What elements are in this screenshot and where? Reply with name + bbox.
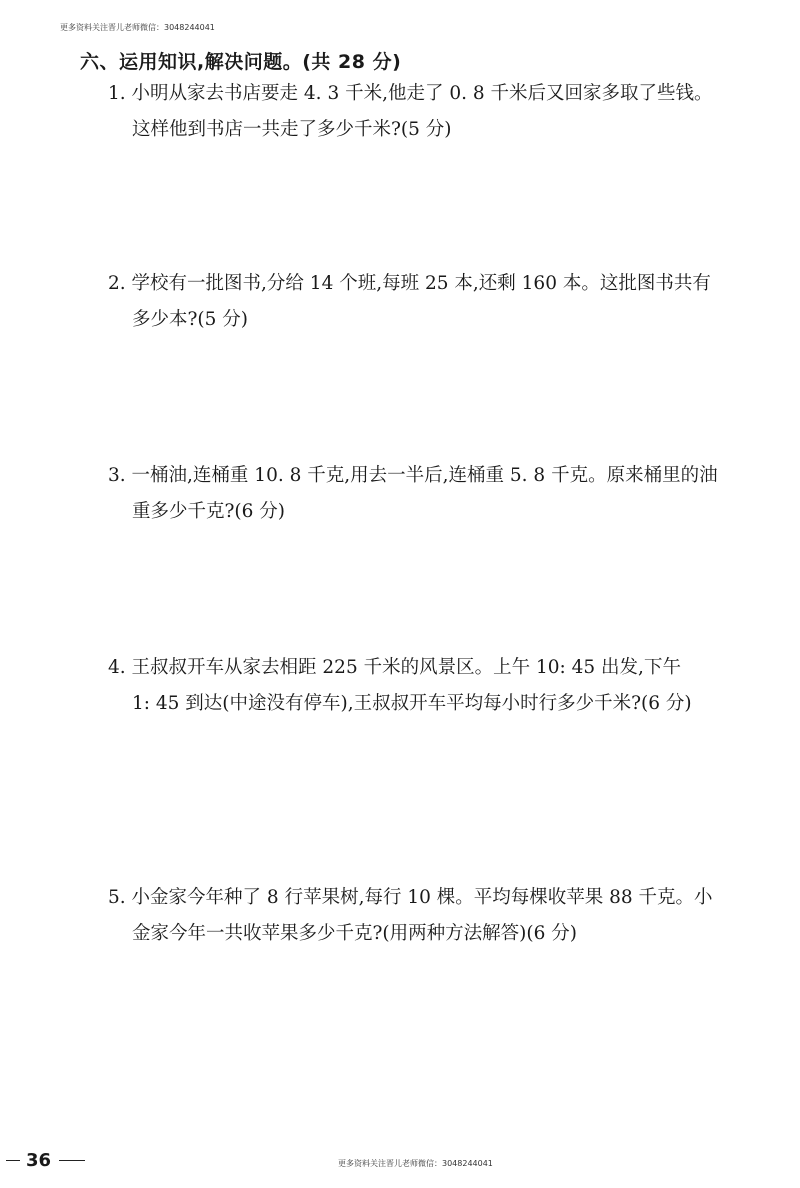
question-5-line-1: 5. 小金家今年种了 8 行苹果树,每行 10 棵。平均每棵收苹果 88 千克。小 [108,887,713,908]
question-3 [108,458,784,530]
section-title: 六、运用知识,解决问题。(共 28 分) [80,51,402,73]
footer-dash-right [59,1160,85,1162]
footer-dash-left [6,1160,20,1162]
question-4-line-2: 1: 45 到达(中途没有停车),王叔叔开车平均每小时行多少千米?(6 分) [132,693,692,714]
question-1-line-2: 这样他到书店一共走了多少千米?(5 分) [132,119,452,140]
page-footer [0,1150,85,1171]
question-5-line-2: 金家今年一共收苹果多少千克?(用两种方法解答)(6 分) [132,923,577,944]
question-2-line-1: 2. 学校有一批图书,分给 14 个班,每班 25 本,还剩 160 本。这批图书共有 [108,273,711,294]
question-2-line-2: 多少本?(5 分) [132,309,249,330]
question-2 [108,266,784,338]
question-3-line-2: 重多少千克?(6 分) [132,501,286,522]
header-note: 更多资料关注晋儿老师微信：3048244041 [60,23,215,32]
question-4 [108,650,784,722]
question-1 [108,76,784,148]
question-5 [108,880,784,952]
question-3-line-1: 3. 一桶油,连桶重 10. 8 千克,用去一半后,连桶重 5. 8 千克。原来桶里的油 [108,465,718,486]
footer-note: 更多资料关注晋儿老师微信：3048244041 [338,1159,493,1168]
question-1-line-1: 1. 小明从家去书店要走 4. 3 千米,他走了 0. 8 千米后又回家多取了些钱。 [108,83,713,104]
page-number: 36 [26,1150,52,1171]
question-4-line-1: 4. 王叔叔开车从家去相距 225 千米的风景区。上午 10: 45 出发,下午 [108,657,681,678]
